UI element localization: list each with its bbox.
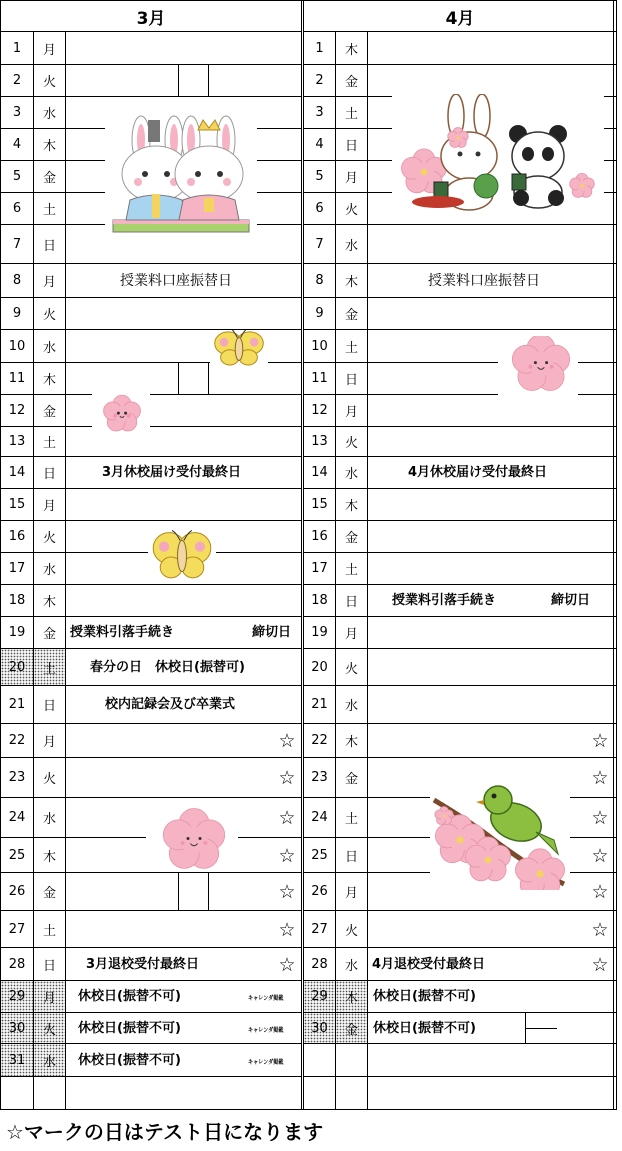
day-number: 30 [0, 1013, 34, 1044]
day-number: 23 [303, 758, 336, 798]
weekday: 火 [34, 65, 66, 97]
weekday: 木 [336, 32, 368, 65]
butterfly-icon [212, 330, 266, 368]
weekday: 火 [34, 521, 66, 553]
weekday: 日 [34, 457, 66, 489]
day-number: 25 [303, 838, 336, 873]
event-vernal-equinox: 春分の日 休校日(振替可) [90, 659, 245, 675]
event-closed-day: 休校日(振替不可) [373, 989, 476, 1004]
weekday: 水 [34, 97, 66, 129]
weekday: 月 [336, 395, 368, 427]
event-closed-day: 休校日(振替不可) [78, 989, 181, 1004]
day-number: 26 [303, 873, 336, 911]
weekday: 木 [336, 264, 368, 298]
bird-on-cherry-branch-illustration [432, 782, 566, 890]
day-number: 2 [303, 65, 336, 97]
cherry-blossom-face-icon [150, 806, 236, 870]
day-number: 14 [0, 457, 34, 489]
weekday: 金 [336, 521, 368, 553]
month-header-march: 3月 [0, 0, 302, 32]
event-cell [66, 489, 302, 521]
weekday: 日 [336, 585, 368, 617]
weekday: 月 [336, 873, 368, 911]
empty-cell [34, 1077, 66, 1110]
weekday: 火 [336, 193, 368, 225]
empty-cell [368, 1077, 617, 1110]
day-number: 30 [303, 1013, 336, 1044]
weekday: 日 [34, 686, 66, 724]
weekday: 水 [336, 225, 368, 264]
weekday: 月 [336, 617, 368, 649]
test-day-star-icon: ☆ [278, 881, 296, 903]
day-number: 11 [303, 363, 336, 395]
weekday: 水 [34, 330, 66, 363]
event-tuition-procedure: 授業料引落手続き [392, 593, 497, 608]
weekday: 日 [34, 225, 66, 264]
event-cell [368, 686, 617, 724]
event-absence-deadline: 3月休校届け受付最終日 [102, 465, 242, 480]
day-number: 4 [0, 129, 34, 161]
test-day-star-icon: ☆ [278, 807, 296, 829]
test-day-star-icon: ☆ [591, 844, 609, 867]
event-cell [368, 363, 617, 395]
event-cell [368, 649, 617, 686]
cherry-blossom-face-icon [96, 392, 146, 432]
day-number: 28 [303, 948, 336, 981]
event-deadline-label: 締切日 [252, 625, 292, 640]
test-day-star-icon: ☆ [591, 807, 609, 829]
weekday: 日 [336, 129, 368, 161]
day-number: 26 [0, 873, 34, 911]
weekday: 土 [336, 330, 368, 363]
day-number: 18 [303, 585, 336, 617]
day-number: 9 [303, 298, 336, 330]
day-number: 21 [0, 686, 34, 724]
cherry-blossom-face-icon [503, 336, 575, 392]
day-number: 16 [0, 521, 34, 553]
event-cell [368, 1044, 617, 1077]
empty-cell [0, 1077, 34, 1110]
test-day-star-icon: ☆ [278, 730, 296, 752]
event-withdrawal-deadline: 4月退校受付最終日 [372, 956, 486, 972]
event-cell [368, 911, 617, 948]
weekday: 日 [336, 838, 368, 873]
day-number: 12 [303, 395, 336, 427]
weekday: 土 [34, 911, 66, 948]
weekday: 月 [34, 32, 66, 65]
weekday: 月 [34, 489, 66, 521]
event-cell [368, 32, 617, 65]
event-tuition-transfer-day: 授業料口座振替日 [428, 273, 540, 289]
rabbit-panda-tea-illustration [396, 94, 602, 214]
test-day-star-icon: ☆ [591, 953, 609, 976]
event-closed-day: 休校日(振替不可) [373, 1020, 476, 1036]
test-day-star-icon: ☆ [591, 918, 609, 941]
day-number: 22 [0, 724, 34, 758]
day-number: 23 [0, 758, 34, 798]
weekday: 金 [34, 161, 66, 193]
weekday: 火 [336, 911, 368, 948]
event-graduation: 校内記録会及び卒業式 [105, 697, 236, 712]
weekday: 土 [336, 798, 368, 838]
test-day-star-icon: ☆ [591, 730, 609, 752]
test-day-star-icon: ☆ [278, 953, 296, 976]
weekday: 金 [336, 758, 368, 798]
day-number: 29 [0, 981, 34, 1013]
day-number: 1 [303, 32, 336, 65]
event-cell [66, 758, 302, 798]
test-day-star-icon: ☆ [591, 767, 609, 789]
day-number: 8 [303, 264, 336, 298]
day-number: 21 [303, 686, 336, 724]
weekday: 水 [336, 948, 368, 981]
event-cell [368, 427, 617, 457]
day-number: 29 [303, 981, 336, 1013]
hina-dolls-illustration [108, 112, 254, 236]
event-cell [368, 521, 617, 553]
grid-fragment [178, 65, 179, 97]
grid-fragment [178, 363, 179, 395]
weekday: 火 [34, 758, 66, 798]
day-number: 9 [0, 298, 34, 330]
weekday: 木 [336, 489, 368, 521]
day-number: 6 [0, 193, 34, 225]
weekday: 金 [34, 395, 66, 427]
empty-cell [66, 1077, 302, 1110]
event-tuition-procedure: 授業料引落手続き [70, 625, 175, 640]
day-number: 28 [0, 948, 34, 981]
day-number: 2 [0, 65, 34, 97]
day-number: 10 [303, 330, 336, 363]
day-number: 7 [303, 225, 336, 264]
calendar-note: キャレンダ掲載 [248, 1058, 284, 1066]
event-absence-deadline: 4月休校届け受付最終日 [408, 465, 548, 480]
weekday: 月 [34, 724, 66, 758]
day-number: 17 [0, 553, 34, 585]
weekday: 金 [34, 873, 66, 911]
day-number: 16 [303, 521, 336, 553]
calendar-note: キャレンダ掲載 [248, 1026, 284, 1034]
day-number: 4 [303, 129, 336, 161]
event-cell [368, 225, 617, 264]
grid-fragment [208, 363, 209, 395]
day-number: 15 [0, 489, 34, 521]
day-number: 24 [0, 798, 34, 838]
weekday: 金 [336, 65, 368, 97]
day-number: 31 [0, 1044, 34, 1077]
day-number: 3 [303, 97, 336, 129]
day-number: 10 [0, 330, 34, 363]
day-number: 20 [0, 649, 34, 686]
day-number: 27 [0, 911, 34, 948]
day-number: 25 [0, 838, 34, 873]
butterfly-icon [150, 530, 214, 582]
weekday: 火 [336, 427, 368, 457]
event-deadline-label: 締切日 [551, 593, 591, 608]
weekday: 木 [34, 585, 66, 617]
day-number: 11 [0, 363, 34, 395]
weekday: 日 [34, 948, 66, 981]
event-cell [66, 724, 302, 758]
weekday: 木 [34, 363, 66, 395]
weekday: 月 [336, 161, 368, 193]
day-number: 19 [303, 617, 336, 649]
day-number: 8 [0, 264, 34, 298]
grid-fragment [208, 873, 209, 911]
weekday: 水 [34, 1044, 66, 1077]
weekday: 火 [34, 298, 66, 330]
footnote: ☆マークの日はテスト日になります [6, 1120, 324, 1144]
day-number: 20 [303, 649, 336, 686]
weekday: 土 [336, 97, 368, 129]
event-tuition-transfer-day: 授業料口座振替日 [120, 273, 232, 289]
event-cell [66, 298, 302, 330]
weekday: 木 [336, 724, 368, 758]
weekday: 日 [336, 363, 368, 395]
day-number: 24 [303, 798, 336, 838]
weekday: 火 [336, 649, 368, 686]
day-number: 14 [303, 457, 336, 489]
day-number: 5 [303, 161, 336, 193]
weekday: 火 [34, 1013, 66, 1044]
event-cell [368, 489, 617, 521]
weekday: 土 [34, 427, 66, 457]
day-number: 12 [0, 395, 34, 427]
weekday: 水 [336, 457, 368, 489]
weekday: 土 [34, 193, 66, 225]
event-cell [368, 724, 617, 758]
test-day-star-icon: ☆ [278, 918, 296, 941]
event-cell [368, 553, 617, 585]
day-number: 19 [0, 617, 34, 649]
weekday: 月 [34, 981, 66, 1013]
day-number: 15 [303, 489, 336, 521]
month-header-april: 4月 [303, 0, 617, 32]
test-day-star-icon: ☆ [591, 881, 609, 903]
weekday [336, 1044, 368, 1077]
grid-fragment [525, 1028, 557, 1029]
event-cell [368, 395, 617, 427]
weekday: 月 [34, 264, 66, 298]
weekday: 土 [336, 553, 368, 585]
day-number [303, 1044, 336, 1077]
event-cell [66, 65, 302, 97]
weekday: 金 [336, 1013, 368, 1044]
grid-fragment [178, 873, 179, 911]
day-number: 6 [303, 193, 336, 225]
weekday: 水 [34, 553, 66, 585]
day-number: 22 [303, 724, 336, 758]
weekday: 木 [336, 981, 368, 1013]
grid-fragment [208, 65, 209, 97]
calendar-note: キャレンダ掲載 [248, 995, 284, 1002]
weekday: 金 [34, 617, 66, 649]
weekday: 木 [34, 838, 66, 873]
event-cell [368, 298, 617, 330]
weekday: 土 [34, 649, 66, 686]
event-cell [368, 330, 617, 363]
empty-cell [336, 1077, 368, 1110]
weekday: 木 [34, 129, 66, 161]
day-number: 17 [303, 553, 336, 585]
event-cell [66, 32, 302, 65]
event-cell [66, 873, 302, 911]
empty-cell [303, 1077, 336, 1110]
event-cell [368, 617, 617, 649]
event-cell [66, 585, 302, 617]
weekday: 金 [336, 298, 368, 330]
day-number: 5 [0, 161, 34, 193]
weekday: 水 [34, 798, 66, 838]
test-day-star-icon: ☆ [278, 844, 296, 867]
weekday: 水 [336, 686, 368, 724]
day-number: 1 [0, 32, 34, 65]
day-number: 7 [0, 225, 34, 264]
day-number: 27 [303, 911, 336, 948]
day-number: 13 [303, 427, 336, 457]
event-closed-day: 休校日(振替不可) [78, 1052, 181, 1068]
event-closed-day: 休校日(振替不可) [78, 1020, 181, 1036]
day-number: 18 [0, 585, 34, 617]
event-cell [66, 911, 302, 948]
event-withdrawal-deadline: 3月退校受付最終日 [86, 956, 200, 972]
day-number: 3 [0, 97, 34, 129]
day-number: 13 [0, 427, 34, 457]
test-day-star-icon: ☆ [278, 767, 296, 789]
